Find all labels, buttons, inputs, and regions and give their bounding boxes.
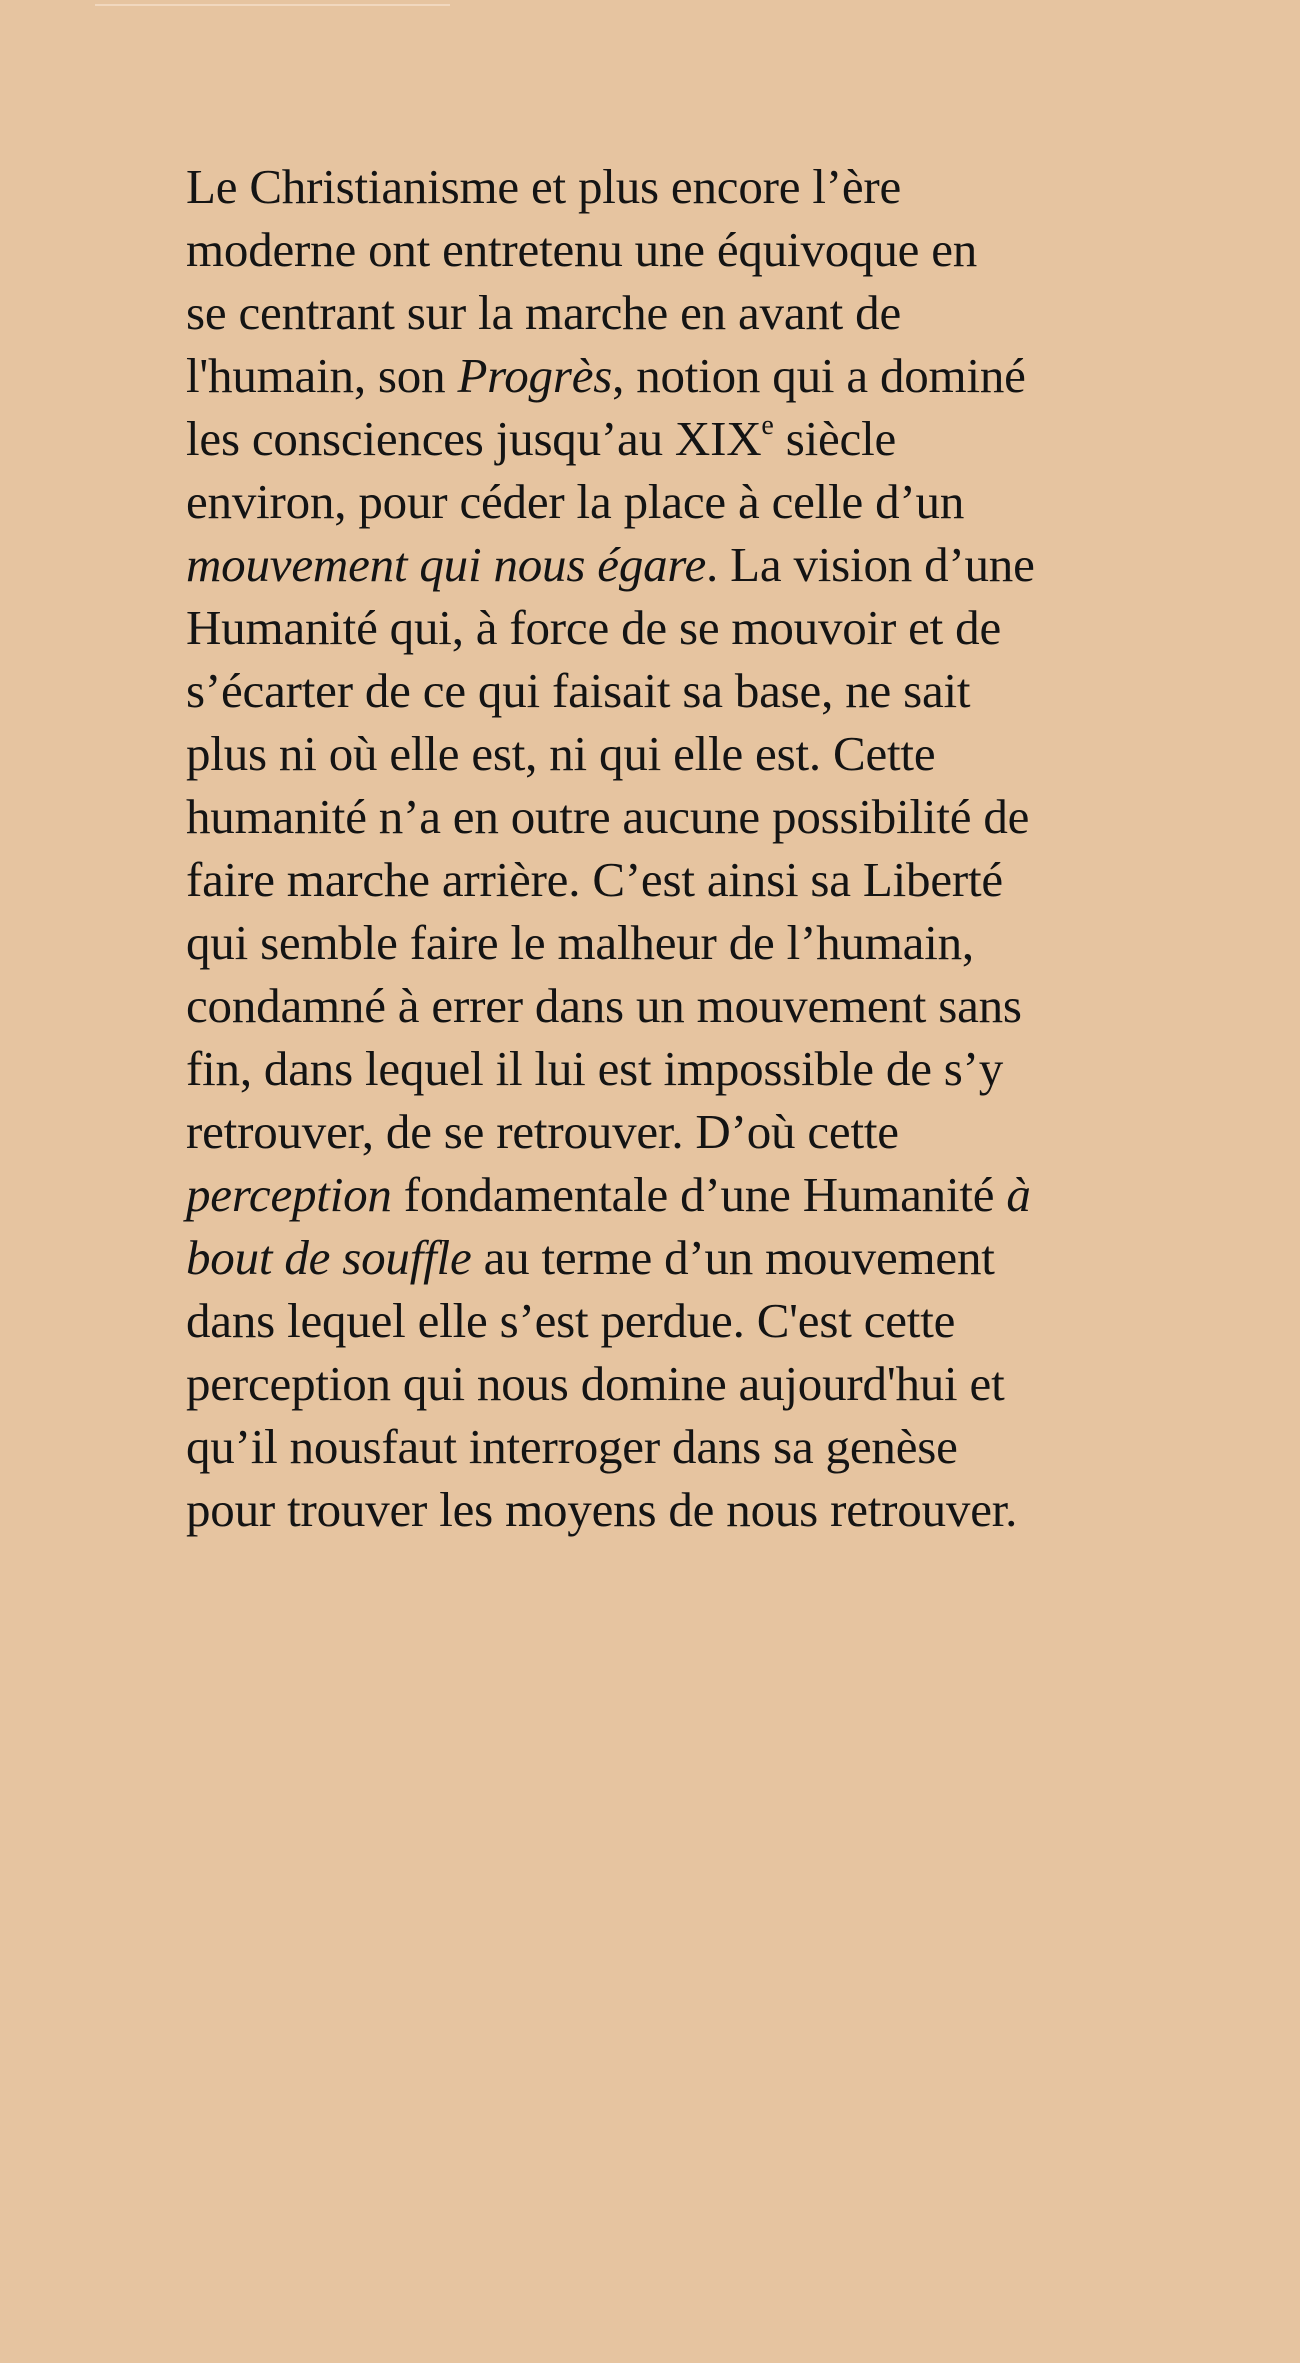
text-run: dans lequel elle s’est perdue. C'est cette <box>186 1293 956 1348</box>
italic-run: bout de souffle <box>186 1230 472 1285</box>
text-run: condamné à errer dans un mouvement sans <box>186 978 1022 1033</box>
text-line <box>186 1289 1196 1352</box>
text-line <box>186 596 1196 659</box>
body-text <box>186 155 1196 1541</box>
italic-run: à <box>1006 1167 1031 1222</box>
text-run: faire marche arrière. C’est ainsi sa Liberté <box>186 852 1003 907</box>
text-line <box>186 1478 1196 1541</box>
text-line <box>186 344 1196 407</box>
text-line <box>186 1037 1196 1100</box>
text-line <box>186 911 1196 974</box>
text-run: l'humain, son <box>186 348 458 403</box>
text-line <box>186 1226 1196 1289</box>
text-run: se centrant sur la marche en avant de <box>186 285 901 340</box>
text-run: au terme d’un mouvement <box>471 1230 995 1285</box>
text-line <box>186 722 1196 785</box>
text-run: Humanité qui, à force de se mouvoir et de <box>186 600 1001 655</box>
top-edge-line <box>95 4 450 6</box>
text-line <box>186 785 1196 848</box>
text-run: perception qui nous domine aujourd'hui et <box>186 1356 1005 1411</box>
text-run: , notion qui a dominé <box>612 348 1026 403</box>
text-line <box>186 1100 1196 1163</box>
text-line <box>186 848 1196 911</box>
text-run: qui semble faire le malheur de l’humain, <box>186 915 974 970</box>
text-run: Le Christianisme et plus encore l’ère <box>186 159 902 214</box>
text-line <box>186 155 1196 218</box>
italic-run: Progrès <box>457 348 613 403</box>
superscript-run: e <box>761 409 774 441</box>
text-run: fondamentale d’une Humanité <box>391 1167 1007 1222</box>
text-line <box>186 1352 1196 1415</box>
text-run: humanité n’a en outre aucune possibilité de <box>186 789 1030 844</box>
italic-run: mouvement qui nous égare <box>186 537 707 592</box>
text-line <box>186 407 1196 470</box>
text-run: s’écarter de ce qui faisait sa base, ne sait <box>186 663 971 718</box>
text-run: . La vision d’une <box>706 537 1035 592</box>
text-run: les consciences jusqu’au XIX <box>186 411 762 466</box>
text-run: retrouver, de se retrouver. D’où cette <box>186 1104 899 1159</box>
text-line <box>186 281 1196 344</box>
text-line <box>186 533 1196 596</box>
text-run: fin, dans lequel il lui est impossible de s’y <box>186 1041 1004 1096</box>
text-line <box>186 1415 1196 1478</box>
text-run: qu’il nousfaut interroger dans sa genèse <box>186 1419 958 1474</box>
text-run: pour trouver les moyens de nous retrouver. <box>186 1482 1018 1537</box>
text-line <box>186 1163 1196 1226</box>
text-run: siècle <box>773 411 897 466</box>
text-run: environ, pour céder la place à celle d’un <box>186 474 965 529</box>
italic-run: perception <box>186 1167 392 1222</box>
text-line <box>186 218 1196 281</box>
text-line <box>186 659 1196 722</box>
text-run: plus ni où elle est, ni qui elle est. Cette <box>186 726 936 781</box>
text-line <box>186 470 1196 533</box>
text-run: moderne ont entretenu une équivoque en <box>186 222 978 277</box>
text-line <box>186 974 1196 1037</box>
